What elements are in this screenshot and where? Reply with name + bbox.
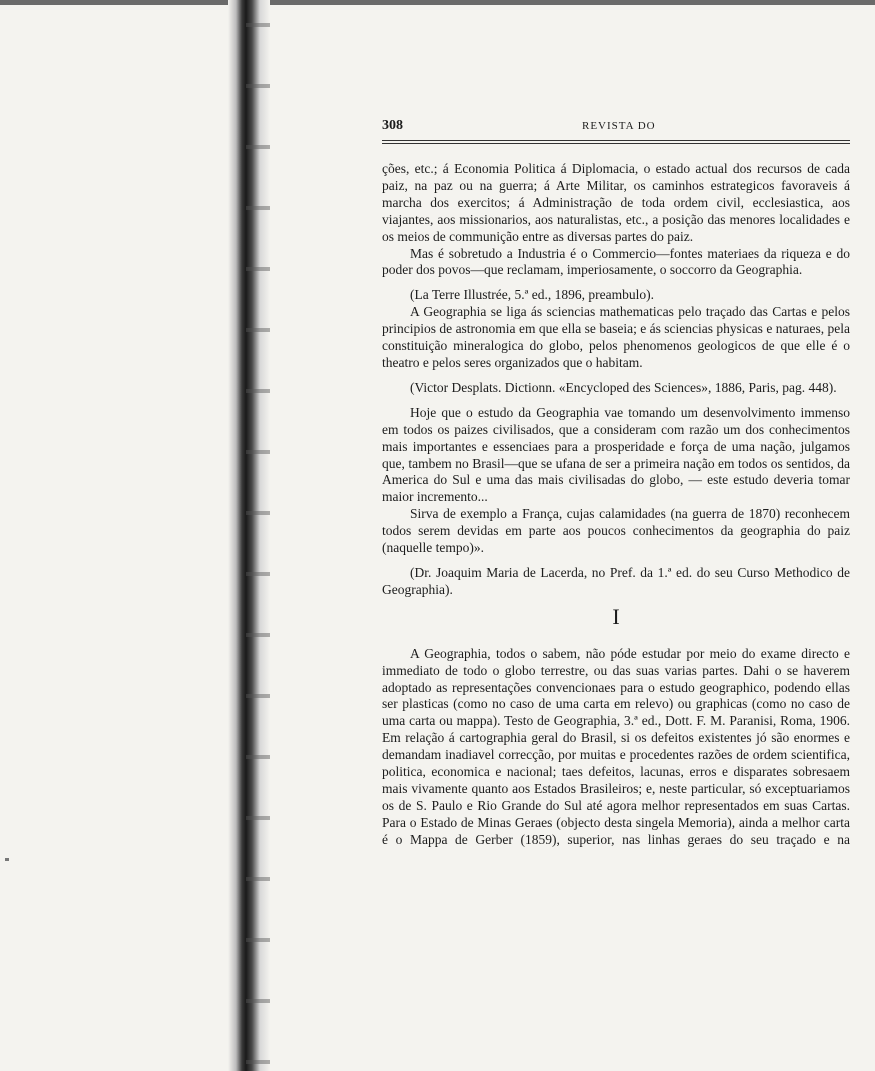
top-edge-shadow xyxy=(0,0,875,5)
header-rule xyxy=(382,140,850,144)
running-title: REVISTA DO xyxy=(582,120,656,132)
scan-speck xyxy=(5,858,9,861)
citation-desplats: (Victor Desplats. Dictionn. «Encycloped des Sciences», 1886, Paris, pag. 448). xyxy=(410,379,837,395)
binding-stitches xyxy=(246,0,270,1071)
section-heading: I xyxy=(612,603,620,629)
paragraph-5: Sirva de exemplo a França, cujas calamidades (na guerra de 1870) reconhecem todos serem devidas em parte aos poucos conhecimentos da geographia do paiz (naquelle tempo)». xyxy=(382,506,850,556)
document-page xyxy=(382,118,850,849)
paragraph-1: ções, etc.; á Economia Politica á Diplomacia, o estado actual dos recursos de cada paiz, na paz ou na guerra; á Arte Militar, os caminhos estrategicos favoraveis á marcha dos exercitos; á Administração de toda ordem civil, ecclesiastica, aos viajantes, aos missionarios, aos naturalistas, etc., a posição das menores localidades e os meios de communição entre as diversas partes do paiz. xyxy=(382,161,850,244)
citation-la-terre: (La Terre Illustrée, 5.ª ed., 1896, preambulo). xyxy=(410,287,654,303)
paragraph-2: Mas é sobretudo a Industria é o Commercio—fontes materiaes da riqueza e do poder dos povos—que reclamam, imperiosamente, o soccorro da Geographia. xyxy=(382,245,850,278)
paragraph-4: Hoje que o estudo da Geographia vae tomando um desenvolvimento immenso em todos os paizes civilisados, que a consideram com razão um dos conhecimentos mais importantes e essenciaes para a prosperidade e força de uma nação, julgamos que, tambem no Brasil—que se ufana de ser a primeira nação em todos os sentidos, da America do Sul e uma das mais civilisadas do globo, — este estudo deveria tomar maior incremento... xyxy=(382,404,850,505)
paragraph-3: A Geographia se liga ás sciencias mathematicas pelo traçado das Cartas e pelos principios de astronomia em que ella se baseia; e ás sciencias physicas e naturaes, pela constituição mineralogica do globo, pelos phenomenos geologicos de que elle é o theatro e pelos seres organizados que o habitam. xyxy=(382,304,850,370)
paragraph-6: A Geographia, todos o sabem, não póde estudar por meio do exame directo e immediato de todo o globo terrestre, ou das suas varias partes. Dahi o se haverem adoptado as representações convencionaes para o estudo geographico, podendo ellas ser plasticas (como no caso de uma carta em relevo) ou graphicas (como no caso de uma carta ou mappa). Testo de Geographia, 3.ª ed., Dott. F. M. Paranisi, Roma, 1906. Em relação á cartographia geral do Brasil, si os defeitos existentes jó são enormes e demandam inadiavel correcção, por muitas e procedentes razões de ordem scientifica, politica, economica e nacional; taes defeitos, lacunas, erros e disparates sobresaem mais vivamente quanto aos Estados Brasileiros; e, neste particular, só exceptuariamos os de S. Paulo e Rio Grande do Sul até agora melhor representados em suas Cartas. Para o Estado de Minas Geraes (objecto desta singela Memoria), ainda a melhor carta é o Mappa de Gerber (1859), superior, nas linhas geraes do seu traçado e na xyxy=(382,645,850,847)
page-number: 308 xyxy=(382,118,403,133)
citation-lacerda: (Dr. Joaquim Maria de Lacerda, no Pref. da 1.ª ed. do seu Curso Methodico de Geographia). xyxy=(382,564,850,597)
page-header xyxy=(382,118,850,136)
